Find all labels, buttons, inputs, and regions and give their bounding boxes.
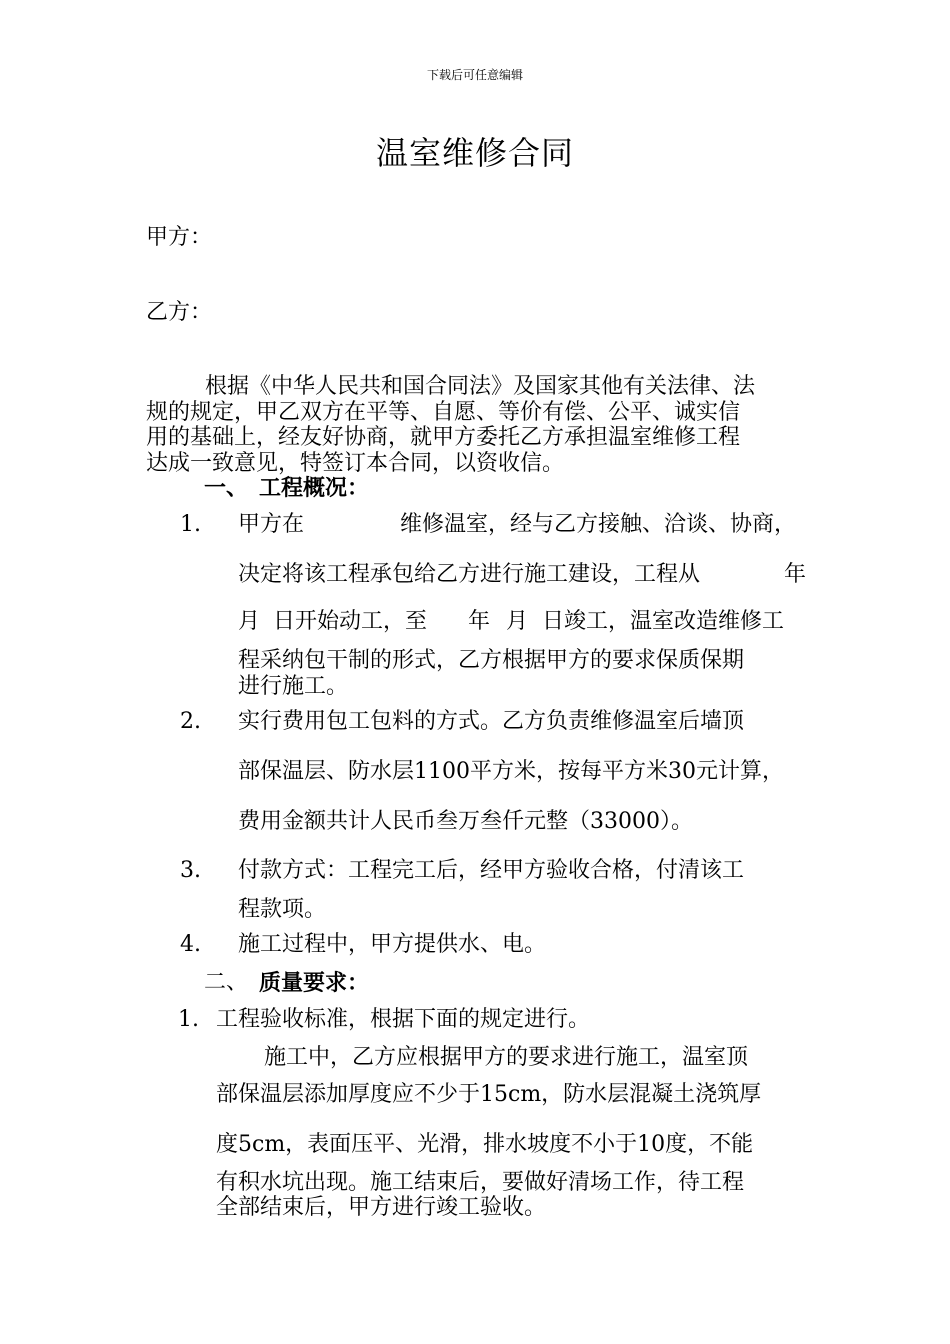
party-a-label: 甲方： xyxy=(146,225,213,250)
item-number: 2. xyxy=(180,709,201,734)
item-text: 程款项。 xyxy=(238,897,327,922)
item-text: 费用金额共计人民币叁万叁仟元整（33000）。 xyxy=(238,809,693,834)
item-text: 程采纳包干制的形式，乙方根据甲方的要求保质保期 xyxy=(238,648,745,673)
item-number: 4. xyxy=(180,932,201,957)
page-header: 下载后可任意编辑 xyxy=(426,68,523,82)
section-1-title: 工程概况： xyxy=(259,475,370,501)
item-number: 3. xyxy=(180,858,201,883)
intro-line: 规的规定，甲乙双方在平等、自愿、等价有偿、公平、诚实信 xyxy=(146,400,741,425)
item-number: 1. xyxy=(180,512,201,537)
item-text: 年 xyxy=(784,562,807,587)
section-1-number: 一、 xyxy=(204,475,249,501)
item-text: 施工过程中，甲方提供水、电。 xyxy=(238,932,547,957)
intro-line: 根据《中华人民共和国合同法》及国家其他有关法律、法 xyxy=(205,374,756,399)
item-text: 月 xyxy=(506,609,529,634)
quality-para-line: 施工中，乙方应根据甲方的要求进行施工，温室顶 xyxy=(264,1045,749,1070)
item-text: 月 xyxy=(238,609,261,634)
document-title: 温室维修合同 xyxy=(375,134,574,172)
item-text: 决定将该工程承包给乙方进行施工建设，工程从 xyxy=(238,562,701,587)
quality-para-line: 部保温层添加厚度应不少于15cm，防水层混凝土浇筑厚 xyxy=(216,1082,762,1107)
item-text: 维修温室，经与乙方接触、洽谈、协商， xyxy=(400,512,797,537)
quality-para-line: 全部结束后，甲方进行竣工验收。 xyxy=(216,1195,547,1220)
quality-para-line: 有积水坑出现。施工结束后，要做好清场工作，待工程 xyxy=(216,1170,745,1195)
item-text: 日竣工，温室改造维修工 xyxy=(542,609,785,634)
section-2-title: 质量要求： xyxy=(259,970,370,996)
item-number: 1. xyxy=(178,1007,199,1032)
intro-line: 用的基础上，经友好协商，就甲方委托乙方承担温室维修工程 xyxy=(146,425,741,450)
item-text: 工程验收标准，根据下面的规定进行。 xyxy=(216,1007,591,1032)
item-text: 日开始动工，至 xyxy=(273,609,428,634)
quality-para-line: 度5cm，表面压平、光滑，排水坡度不小于10度，不能 xyxy=(216,1132,754,1157)
item-text: 实行费用包工包料的方式。乙方负责维修温室后墙顶 xyxy=(238,709,745,734)
section-2-number: 二、 xyxy=(204,970,249,995)
item-text: 付款方式：工程完工后，经甲方验收合格，付清该工 xyxy=(238,858,745,883)
item-text: 年 xyxy=(468,609,491,634)
party-b-label: 乙方： xyxy=(146,300,213,325)
item-text: 进行施工。 xyxy=(238,674,349,699)
item-text: 部保温层、防水层1100平方米，按每平方米30元计算， xyxy=(238,759,784,784)
item-text: 甲方在 xyxy=(238,512,305,537)
intro-line: 达成一致意见，特签订本合同，以资收信。 xyxy=(146,451,565,476)
